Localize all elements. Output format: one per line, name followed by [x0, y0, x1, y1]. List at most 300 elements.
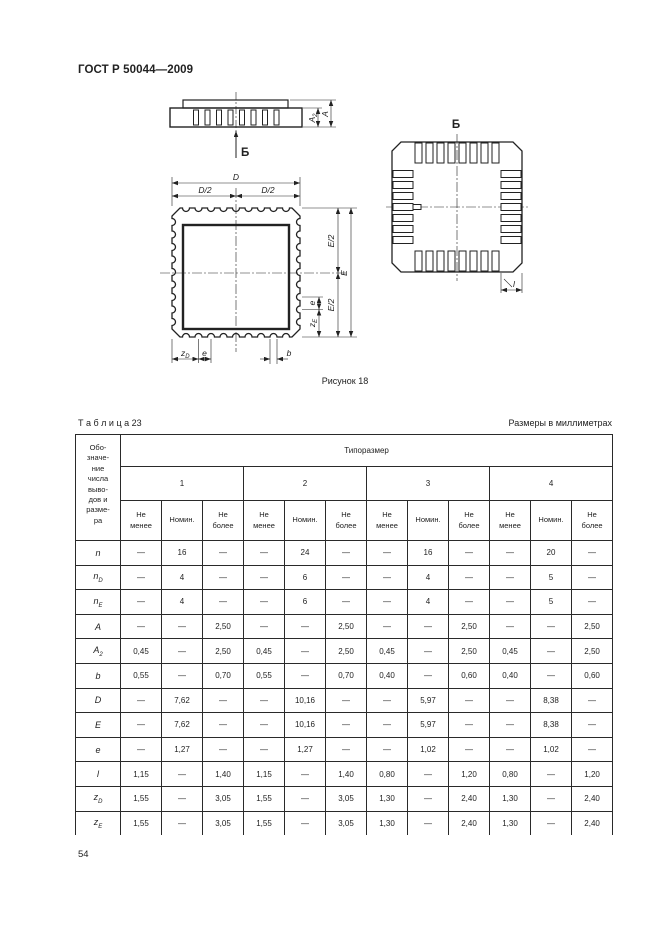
lead-pad [501, 237, 521, 244]
dim-d-half-right-label: D/2 [261, 185, 275, 195]
table-cell: — [531, 786, 572, 811]
table-cell: 1,55 [244, 786, 285, 811]
lead-pad [459, 143, 466, 163]
table-cell: 1,30 [367, 811, 408, 835]
dim-zd-sub: D [185, 354, 190, 360]
table-cell: — [531, 614, 572, 639]
dim-l-label: l [513, 279, 515, 289]
table-cell: 2,40 [449, 811, 490, 835]
table-cell: — [121, 565, 162, 590]
max-header-text: Не более [212, 510, 234, 530]
lead-slot [217, 110, 222, 125]
lead-slot [194, 110, 199, 125]
table-cell: 8,38 [531, 713, 572, 738]
table-cell: — [121, 541, 162, 566]
nominal-header [162, 501, 203, 541]
table-cell: 2,40 [572, 786, 613, 811]
max-header-text: Не более [581, 510, 603, 530]
designation-symbol: D [94, 695, 102, 706]
table-cell: — [490, 565, 531, 590]
dim-b-label: b [286, 348, 292, 358]
table-cell: — [490, 590, 531, 615]
table-cell: 24 [285, 541, 326, 566]
table-cell: 7,62 [162, 713, 203, 738]
table-cell: — [203, 713, 244, 738]
dim-zd-label [180, 348, 190, 360]
table-cell: — [572, 737, 613, 762]
lead-pad [501, 182, 521, 189]
lead-pad [501, 193, 521, 200]
lead-pad [492, 143, 499, 163]
lead-pad [501, 171, 521, 178]
table-cell: 4 [162, 565, 203, 590]
bottom-view-b [386, 134, 528, 293]
table-cell: 3,05 [203, 811, 244, 835]
min-header-text: Не менее [376, 510, 398, 530]
table-cell: 2,40 [572, 811, 613, 835]
table-cell: — [367, 688, 408, 713]
table-cell: — [408, 762, 449, 787]
lead-slot [240, 110, 245, 125]
table-cell: — [203, 737, 244, 762]
min-header [244, 501, 285, 541]
table-row [76, 713, 613, 738]
max-header [203, 501, 244, 541]
table-cell: 0,60 [572, 663, 613, 688]
table-cell: 1,15 [244, 762, 285, 787]
table-cell: 4 [408, 590, 449, 615]
designation-symbol: A [93, 644, 100, 655]
table-cell: — [121, 713, 162, 738]
table-cell: — [572, 713, 613, 738]
lead-pad [393, 171, 413, 178]
lead-slot [228, 110, 233, 125]
table-cell: — [244, 590, 285, 615]
table-cell: 0,70 [203, 663, 244, 688]
table-cell: — [121, 614, 162, 639]
lead-slot [263, 110, 268, 125]
table-cell: 1,27 [285, 737, 326, 762]
table-cell: — [449, 713, 490, 738]
table-cell: 0,60 [449, 663, 490, 688]
dim-e-bottom-label: e [202, 348, 207, 358]
designation-symbol: l [97, 769, 99, 780]
dim-e-half-top-label: E/2 [326, 234, 336, 248]
table-cell: — [162, 663, 203, 688]
dim-d-label: D [232, 172, 240, 182]
dim-ze-base: z [307, 322, 317, 328]
table-cell: — [408, 811, 449, 835]
table-cell: 0,45 [121, 639, 162, 664]
table-row [76, 786, 613, 811]
lead-pad [393, 237, 413, 244]
lead-pad [448, 143, 455, 163]
designation-header-line: разме- [86, 505, 110, 515]
table-cell: 3,05 [203, 786, 244, 811]
designation-symbol: z [93, 792, 99, 803]
index-pin [413, 205, 421, 210]
table-cell: — [285, 614, 326, 639]
lead-pad [470, 143, 477, 163]
nominal-header-text: Номин. [415, 515, 441, 525]
nominal-header [408, 501, 449, 541]
lead-slot [205, 110, 210, 125]
table-cell: 0,45 [490, 639, 531, 664]
table-cell: — [367, 565, 408, 590]
table-cell: — [367, 541, 408, 566]
table-cell: — [121, 688, 162, 713]
lead-slot [251, 110, 256, 125]
min-header [367, 501, 408, 541]
designation-header-line: выво- [88, 484, 108, 494]
table-cell: — [572, 688, 613, 713]
table-cell: — [285, 762, 326, 787]
designation-symbol: n [93, 570, 99, 581]
dimensions-table [75, 434, 613, 835]
table-cell: — [203, 541, 244, 566]
table-cell: 1,30 [490, 786, 531, 811]
table-cell: 2,50 [203, 639, 244, 664]
table-cell: — [490, 688, 531, 713]
table-cell: — [244, 737, 285, 762]
lead-pad [492, 251, 499, 271]
table-cell: 0,70 [326, 663, 367, 688]
table-cell: 20 [531, 541, 572, 566]
table-cell: 1,27 [162, 737, 203, 762]
table-cell: — [162, 639, 203, 664]
row-designation [76, 762, 121, 787]
table-cell: 5,97 [408, 688, 449, 713]
lead-pad [393, 226, 413, 233]
lead-pad [393, 193, 413, 200]
row-designation [76, 811, 121, 835]
designation-header-line: ра [93, 515, 103, 525]
lead-pad [501, 204, 521, 211]
table-row [76, 663, 613, 688]
lead-pad [481, 251, 488, 271]
dim-ze-label [307, 318, 319, 328]
table-row [76, 639, 613, 664]
table-cell: 4 [408, 565, 449, 590]
table-cell: — [531, 663, 572, 688]
side-view [170, 92, 336, 158]
table-cell: — [449, 590, 490, 615]
lead-pad [415, 251, 422, 271]
lead-pad [481, 143, 488, 163]
designation-header-line: ние [91, 463, 105, 473]
size-3-header: 3 [367, 467, 490, 501]
table-cell: — [367, 737, 408, 762]
table-cell: 2,50 [449, 614, 490, 639]
designation-subscript: 2 [99, 651, 103, 658]
type-size-header: Типоразмер [121, 435, 613, 467]
row-designation [76, 713, 121, 738]
table-cell: 1,30 [367, 786, 408, 811]
table-cell: — [572, 590, 613, 615]
min-header-text: Не менее [130, 510, 152, 530]
dim-e-label: E [339, 270, 349, 276]
table-cell: 0,55 [244, 663, 285, 688]
table-cell: — [490, 713, 531, 738]
page-number: 54 [78, 849, 89, 860]
table-cell: — [367, 713, 408, 738]
lead-pad [393, 204, 413, 211]
max-header [326, 501, 367, 541]
table-cell: — [244, 565, 285, 590]
dim-zd-base: z [181, 348, 186, 358]
table-cell: — [531, 762, 572, 787]
table-cell: 6 [285, 590, 326, 615]
row-designation [76, 614, 121, 639]
table-cell: 2,50 [449, 639, 490, 664]
table-cell: 0,55 [121, 663, 162, 688]
table-cell: 7,62 [162, 688, 203, 713]
table-cell: 3,05 [326, 811, 367, 835]
table-cell: — [162, 811, 203, 835]
row-designation [76, 737, 121, 762]
lead-pad [426, 251, 433, 271]
max-header [572, 501, 613, 541]
table-cell: 8,38 [531, 688, 572, 713]
nominal-header-text: Номин. [292, 515, 318, 525]
header-row-limits [76, 501, 613, 541]
table-cell: — [203, 565, 244, 590]
table-cell: 5 [531, 565, 572, 590]
table-cell: 10,16 [285, 713, 326, 738]
lead-pad [470, 251, 477, 271]
table-cell: 0,80 [490, 762, 531, 787]
table-row [76, 590, 613, 615]
table-cell: 1,40 [203, 762, 244, 787]
row-designation [76, 565, 121, 590]
lead-pad [437, 143, 444, 163]
nominal-header [531, 501, 572, 541]
dim-e-side-label: e [307, 300, 317, 306]
table-cell: — [121, 590, 162, 615]
table-cell: 0,40 [490, 663, 531, 688]
designation-header [76, 435, 121, 541]
lead-pad [459, 251, 466, 271]
table-cell: — [162, 614, 203, 639]
dim-ze-sub: E [313, 318, 319, 323]
table-cell: 1,02 [531, 737, 572, 762]
table-cell: 1,55 [244, 811, 285, 835]
nominal-header-text: Номин. [538, 515, 564, 525]
designation-subscript: D [98, 577, 103, 584]
table-cell: — [449, 737, 490, 762]
table-cell: 1,30 [490, 811, 531, 835]
table-row [76, 737, 613, 762]
table-cell: — [367, 590, 408, 615]
min-header [490, 501, 531, 541]
table-cell: 0,45 [244, 639, 285, 664]
table-cell: 1,20 [449, 762, 490, 787]
table-cell: 1,55 [121, 786, 162, 811]
table-cell: 2,50 [326, 639, 367, 664]
table-cell: — [531, 639, 572, 664]
view-b-title: Б [451, 119, 461, 131]
table-cell: 2,40 [449, 786, 490, 811]
table-row [76, 762, 613, 787]
row-designation [76, 786, 121, 811]
row-designation [76, 590, 121, 615]
table-cell: 5 [531, 590, 572, 615]
size-4-header: 4 [490, 467, 613, 501]
table-cell: 0,80 [367, 762, 408, 787]
lead-slot [274, 110, 279, 125]
table-cell: — [326, 737, 367, 762]
row-designation [76, 541, 121, 566]
table-cell: — [244, 713, 285, 738]
top-view [160, 177, 357, 364]
table-cell: 6 [285, 565, 326, 590]
size-2-header: 2 [244, 467, 367, 501]
min-header-text: Не менее [253, 510, 275, 530]
designation-symbol: n [95, 547, 101, 558]
designation-subscript: E [98, 823, 103, 830]
designation-symbol: b [95, 670, 101, 681]
dim-a2-label [307, 113, 319, 124]
designation-header-line: значе- [86, 453, 110, 463]
designation-header-line: Обо- [89, 443, 107, 452]
dim-a2-sub: 2 [313, 113, 319, 117]
table-cell: — [285, 663, 326, 688]
size-1-header: 1 [121, 467, 244, 501]
table-title: Т а б л и ц а 23 [78, 418, 142, 428]
table-cell: 0,45 [367, 639, 408, 664]
table-units: Размеры в миллиметрах [508, 418, 612, 428]
figure-18-drawing [0, 88, 661, 370]
table-cell: — [449, 688, 490, 713]
table-row [76, 811, 613, 835]
table-body [76, 541, 613, 836]
designation-symbol: e [95, 744, 101, 755]
table-cell: 3,05 [326, 786, 367, 811]
designation-symbol: n [93, 595, 99, 606]
table-row [76, 565, 613, 590]
view-arrow-label: Б [241, 147, 250, 159]
figure-caption: Рисунок 18 [321, 376, 369, 386]
lead-pad [448, 251, 455, 271]
table-cell: — [285, 639, 326, 664]
header-row-sizes [76, 467, 613, 501]
table-cell: — [490, 541, 531, 566]
table-row [76, 541, 613, 566]
table-cell: 1,02 [408, 737, 449, 762]
leader-line [504, 279, 512, 287]
table-cell: — [203, 590, 244, 615]
table-cell: — [121, 737, 162, 762]
lead-pad [415, 143, 422, 163]
table-cell: — [326, 565, 367, 590]
table-cell: 2,50 [326, 614, 367, 639]
designation-symbol: z [93, 816, 99, 827]
lead-pad [393, 182, 413, 189]
table-cell: 1,40 [326, 762, 367, 787]
designation-symbol: E [94, 719, 101, 730]
designation-subscript: D [98, 799, 103, 806]
dim-e-half-bottom-label: E/2 [326, 298, 336, 312]
table-cell: — [449, 541, 490, 566]
dim-d-half-left-label: D/2 [198, 185, 212, 195]
row-designation [76, 688, 121, 713]
table-cell: — [572, 541, 613, 566]
table-cell: — [244, 541, 285, 566]
table-cell: 2,50 [203, 614, 244, 639]
table-cell: — [572, 565, 613, 590]
table-cell: — [531, 811, 572, 835]
table-cell: 2,50 [572, 639, 613, 664]
table-cell: — [490, 737, 531, 762]
table-cell: — [449, 565, 490, 590]
lead-pad [437, 251, 444, 271]
lead-pad [501, 226, 521, 233]
min-header-text: Не менее [499, 510, 521, 530]
max-header-text: Не более [335, 510, 357, 530]
table-cell: — [326, 590, 367, 615]
table-cell: — [408, 639, 449, 664]
table-cell: 0,40 [367, 663, 408, 688]
row-designation [76, 639, 121, 664]
nominal-header-text: Номин. [169, 515, 195, 525]
package-lid [183, 100, 288, 108]
table-cell: 1,55 [121, 811, 162, 835]
header-row-group [76, 435, 613, 467]
table-cell: — [367, 614, 408, 639]
table-cell: 16 [162, 541, 203, 566]
table-row [76, 614, 613, 639]
table-cell: 2,50 [572, 614, 613, 639]
table-cell: 4 [162, 590, 203, 615]
table-cell: 1,15 [121, 762, 162, 787]
lead-pad [393, 215, 413, 222]
designation-symbol: A [94, 621, 101, 632]
min-header [121, 501, 162, 541]
table-cell: — [244, 688, 285, 713]
row-designation [76, 663, 121, 688]
table-cell: 1,20 [572, 762, 613, 787]
lead-pad [426, 143, 433, 163]
max-header-text: Не более [458, 510, 480, 530]
max-header [449, 501, 490, 541]
dim-a-label: A [320, 111, 330, 117]
table-cell: 16 [408, 541, 449, 566]
table-cell: — [408, 786, 449, 811]
lead-pad [501, 215, 521, 222]
nominal-header [285, 501, 326, 541]
table-cell: — [326, 713, 367, 738]
table-cell: — [326, 541, 367, 566]
table-cell: — [408, 614, 449, 639]
table-cell: — [490, 614, 531, 639]
table-cell: — [244, 614, 285, 639]
designation-header-line: дов и [88, 495, 108, 505]
table-cell: — [203, 688, 244, 713]
designation-header-line: числа [87, 474, 109, 484]
document-id: ГОСТ Р 50044—2009 [78, 64, 194, 76]
table-cell: 10,16 [285, 688, 326, 713]
table-row [76, 688, 613, 713]
table-cell: — [285, 811, 326, 835]
table-cell: — [408, 663, 449, 688]
table-cell: — [162, 762, 203, 787]
table-cell: 5,97 [408, 713, 449, 738]
table-cell: — [326, 688, 367, 713]
dim-a2-base: A [307, 116, 317, 123]
table-cell: — [162, 786, 203, 811]
designation-subscript: E [98, 602, 103, 609]
table-cell: — [285, 786, 326, 811]
